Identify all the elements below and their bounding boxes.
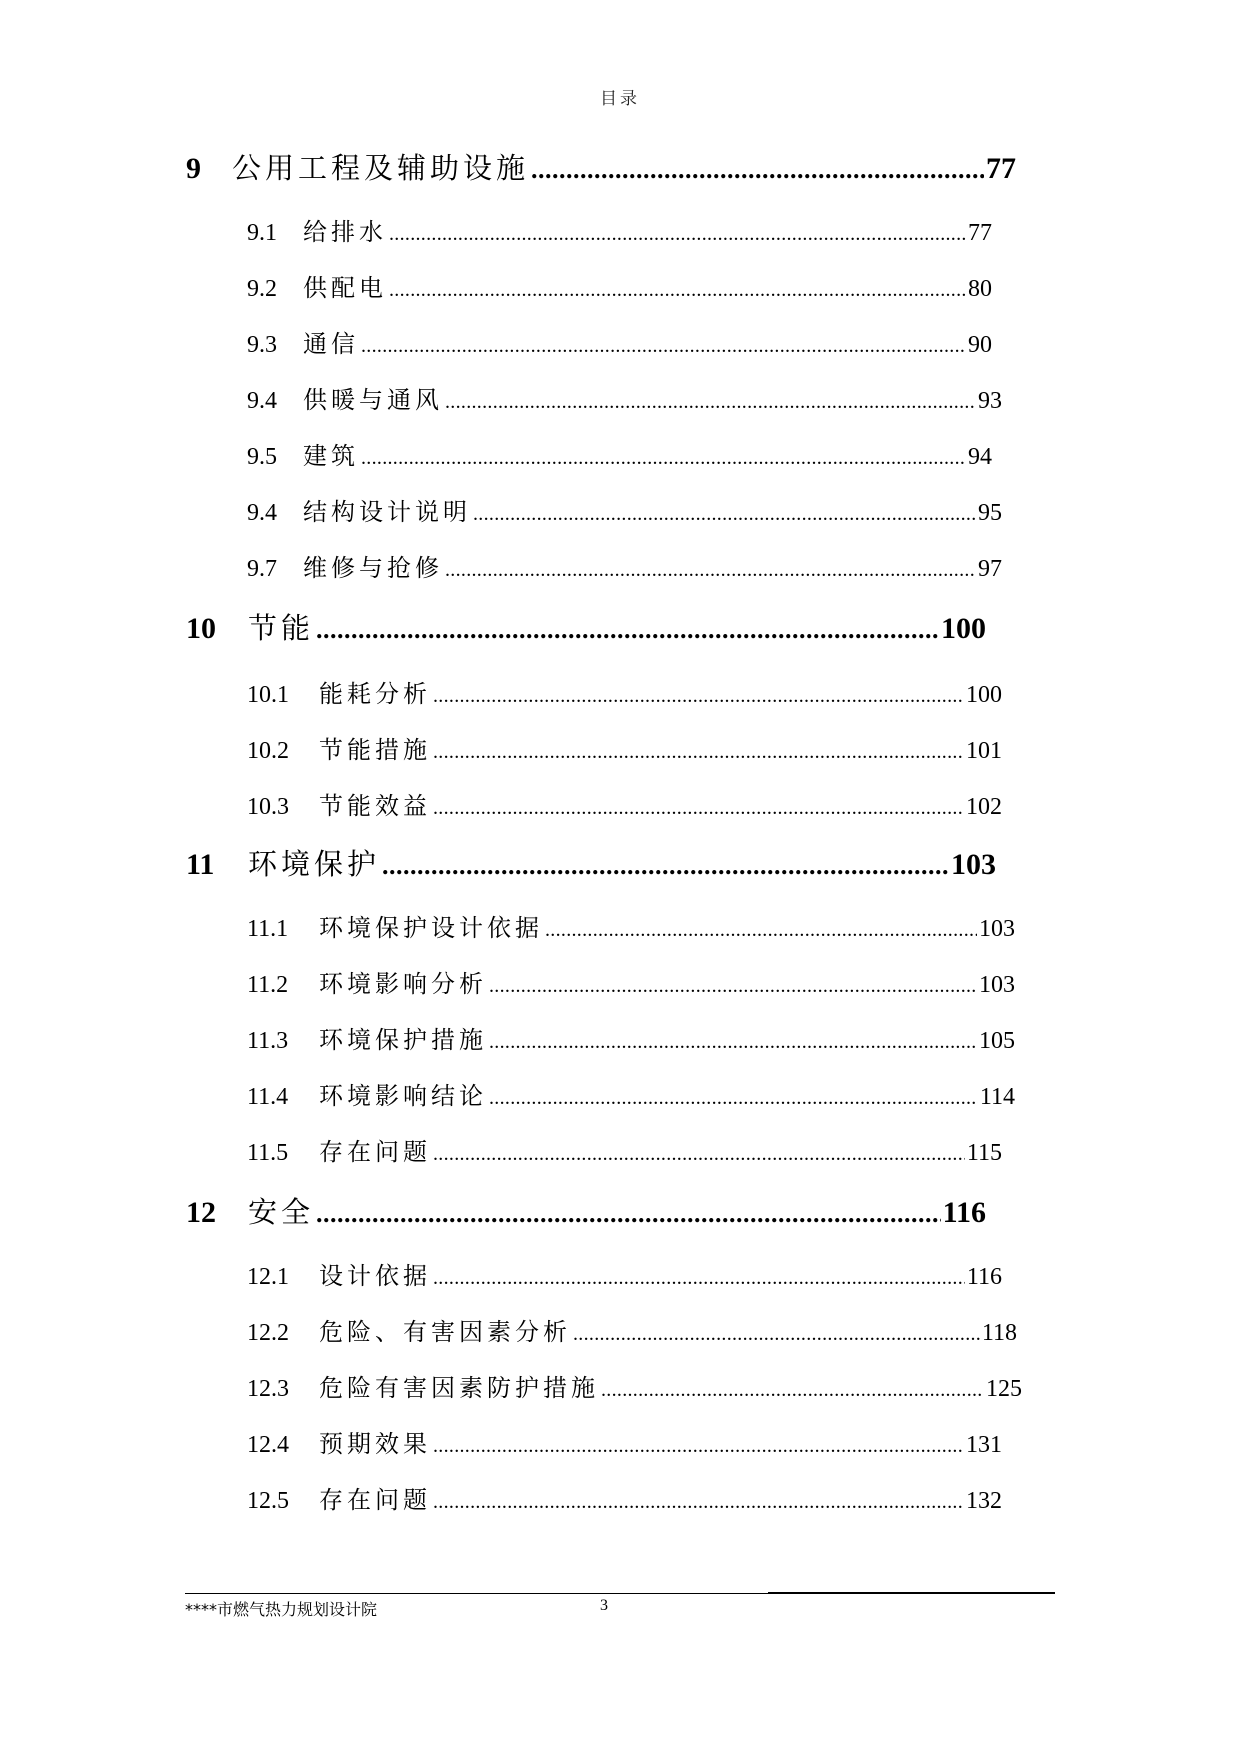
toc-number: 10.2 [247, 738, 289, 764]
toc-section-11-3[interactable] [247, 1020, 1015, 1055]
toc-chapter-11[interactable] [186, 842, 996, 883]
toc-section-9-1[interactable] [247, 212, 992, 247]
toc-section-12-3[interactable] [247, 1368, 1022, 1403]
toc-page-number: 131 [966, 1432, 1002, 1458]
toc-page-number: 77 [986, 152, 1016, 185]
toc-title: 供配电 [303, 274, 387, 302]
toc-number: 11.1 [247, 916, 289, 942]
toc-leader-dots [433, 1491, 964, 1514]
toc-number: 9.5 [247, 444, 277, 470]
toc-page-number: 97 [978, 556, 1002, 582]
toc-section-11-5[interactable] [247, 1132, 1002, 1167]
toc-section-9-2[interactable] [247, 268, 992, 303]
toc-title: 结构设计说明 [303, 498, 471, 526]
toc-page-number: 95 [978, 500, 1002, 526]
toc-title: 环境保护 [248, 847, 381, 881]
toc-leader-dots [316, 1199, 941, 1229]
toc-page-number: 105 [979, 1028, 1015, 1054]
toc-page-number: 132 [966, 1488, 1002, 1514]
toc-number: 9 [186, 152, 201, 185]
toc-leader-dots [316, 615, 939, 645]
toc-number: 9.1 [247, 220, 277, 246]
toc-page-number: 102 [966, 794, 1002, 820]
toc-number: 10.3 [247, 794, 289, 820]
toc-leader-dots [601, 1379, 984, 1402]
toc-leader-dots [445, 391, 976, 414]
toc-leader-dots [573, 1323, 980, 1346]
toc-section-10-1[interactable] [247, 674, 1002, 709]
toc-page-number: 100 [966, 682, 1002, 708]
toc-leader-dots [361, 335, 966, 358]
toc-title: 通信 [303, 330, 359, 358]
toc-title: 环境保护设计依据 [319, 914, 543, 942]
toc-page-number: 93 [978, 388, 1002, 414]
toc-leader-dots [433, 1267, 965, 1290]
toc-title: 节能效益 [319, 792, 431, 820]
footer-organization: ****市燃气热力规划设计院 [185, 1600, 378, 1619]
toc-page-number: 77 [968, 220, 992, 246]
toc-number: 12 [186, 1196, 216, 1229]
toc-leader-dots [473, 503, 976, 526]
toc-title: 危险、有害因素分析 [319, 1318, 571, 1346]
toc-leader-dots [489, 975, 977, 998]
toc-leader-dots [531, 155, 984, 185]
toc-number: 11.4 [247, 1084, 289, 1110]
toc-title: 节能措施 [319, 736, 431, 764]
toc-title: 公用工程及辅助设施 [232, 151, 530, 185]
toc-leader-dots [445, 559, 976, 582]
toc-number: 10 [186, 612, 216, 645]
toc-title: 设计依据 [319, 1262, 431, 1290]
toc-page-number: 90 [968, 332, 992, 358]
toc-leader-dots [489, 1031, 977, 1054]
toc-number: 9.4 [247, 388, 277, 414]
page-header-title: 目录 [600, 89, 640, 109]
toc-chapter-12[interactable] [186, 1190, 986, 1231]
footer-divider-accent [768, 1592, 1055, 1594]
toc-leader-dots [389, 279, 966, 302]
toc-number: 11 [186, 848, 215, 881]
toc-title: 存在问题 [319, 1486, 431, 1514]
toc-title: 维修与抢修 [303, 554, 443, 582]
toc-section-11-4[interactable] [247, 1076, 1015, 1111]
toc-number: 12.2 [247, 1320, 289, 1346]
toc-page-number: 80 [968, 276, 992, 302]
toc-section-11-1[interactable] [247, 908, 1015, 943]
toc-title: 供暖与通风 [303, 386, 443, 414]
toc-number: 11.5 [247, 1140, 289, 1166]
toc-chapter-9[interactable] [186, 146, 1016, 187]
toc-leader-dots [433, 797, 964, 820]
toc-leader-dots [382, 851, 949, 881]
toc-section-10-2[interactable] [247, 730, 1002, 765]
toc-page-number: 116 [966, 1264, 1002, 1290]
toc-page-number: 115 [966, 1140, 1002, 1166]
toc-leader-dots [433, 741, 964, 764]
toc-title: 环境影响结论 [319, 1082, 487, 1110]
toc-section-12-2[interactable] [247, 1312, 1017, 1347]
toc-title: 环境影响分析 [319, 970, 487, 998]
toc-page-number: 103 [979, 972, 1015, 998]
toc-section-12-5[interactable] [247, 1480, 1002, 1515]
toc-number: 12.5 [247, 1488, 289, 1514]
toc-leader-dots [389, 223, 966, 246]
toc-number: 9.2 [247, 276, 277, 302]
toc-number: 12.4 [247, 1432, 289, 1458]
toc-page-number: 103 [951, 848, 996, 881]
toc-title: 给排水 [303, 218, 387, 246]
toc-section-9-5[interactable] [247, 436, 992, 471]
toc-section-12-1[interactable] [247, 1256, 1002, 1291]
toc-leader-dots [433, 1435, 964, 1458]
toc-number: 11.3 [247, 1028, 289, 1054]
toc-leader-dots [489, 1087, 978, 1110]
toc-chapter-10[interactable] [186, 606, 986, 647]
toc-section-12-4[interactable] [247, 1424, 1002, 1459]
toc-page-number: 114 [979, 1084, 1015, 1110]
toc-title: 节能 [248, 611, 315, 645]
toc-title: 安全 [248, 1195, 315, 1229]
toc-section-11-2[interactable] [247, 964, 1015, 999]
toc-page-number: 118 [981, 1320, 1017, 1346]
toc-leader-dots [433, 1143, 965, 1166]
toc-page-number: 125 [986, 1376, 1022, 1402]
footer-page-number: 3 [600, 1597, 608, 1614]
toc-title: 能耗分析 [319, 680, 431, 708]
toc-page-number: 100 [941, 612, 986, 645]
toc-leader-dots [433, 685, 964, 708]
toc-number: 9.4 [247, 500, 277, 526]
toc-title: 建筑 [303, 442, 359, 470]
toc-number: 12.1 [247, 1264, 289, 1290]
toc-section-9-7[interactable] [247, 548, 1002, 583]
toc-section-9-4[interactable] [247, 380, 1002, 415]
toc-leader-dots [361, 447, 966, 470]
toc-title: 危险有害因素防护措施 [319, 1374, 599, 1402]
toc-title: 环境保护措施 [319, 1026, 487, 1054]
toc-number: 12.3 [247, 1376, 289, 1402]
toc-number: 10.1 [247, 682, 289, 708]
toc-section-10-3[interactable] [247, 786, 1002, 821]
toc-page-number: 94 [968, 444, 992, 470]
toc-page-number: 101 [966, 738, 1002, 764]
toc-number: 9.7 [247, 556, 277, 582]
toc-leader-dots [545, 919, 977, 942]
toc-section-9-3[interactable] [247, 324, 992, 359]
toc-title: 存在问题 [319, 1138, 431, 1166]
toc-page-number: 103 [979, 916, 1015, 942]
toc-title: 预期效果 [319, 1430, 431, 1458]
toc-number: 11.2 [247, 972, 289, 998]
toc-section-9-4b[interactable] [247, 492, 1002, 527]
toc-page-number: 116 [942, 1196, 986, 1229]
toc-number: 9.3 [247, 332, 277, 358]
